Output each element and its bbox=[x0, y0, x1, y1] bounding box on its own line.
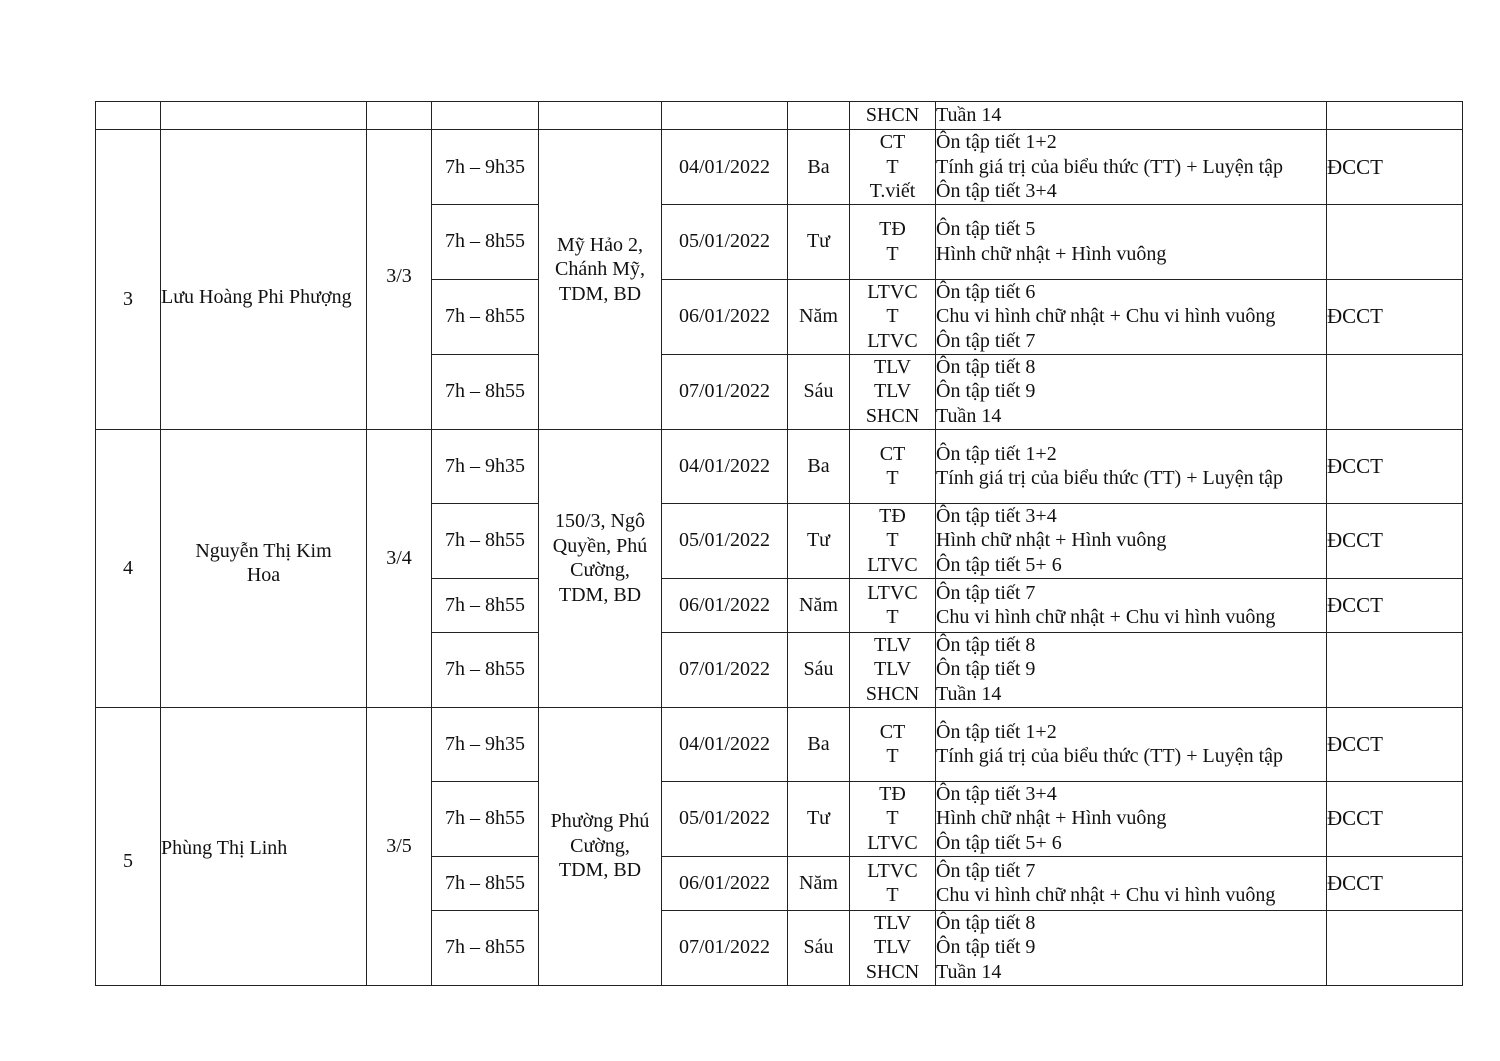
note-cell: ĐCCT bbox=[1327, 707, 1463, 781]
subject-line: SHCN bbox=[865, 960, 920, 983]
content-line: Ôn tập tiết 3+4 bbox=[936, 782, 1057, 805]
subject-line: LTVC bbox=[867, 553, 918, 576]
subject-line: TĐ bbox=[879, 782, 906, 805]
subject-line: T bbox=[886, 884, 899, 906]
subject-line: LTVC bbox=[867, 831, 918, 854]
weekday-cell: Ba bbox=[788, 707, 850, 781]
content-cell bbox=[936, 102, 1327, 130]
content-line: Ôn tập tiết 9 bbox=[936, 936, 1036, 959]
date-cell: 07/01/2022 bbox=[662, 632, 788, 707]
table-row bbox=[96, 102, 1463, 130]
subject-line: TLV bbox=[873, 658, 912, 681]
note-cell: ĐCCT bbox=[1327, 279, 1463, 354]
subject-line: SHCN bbox=[865, 682, 920, 705]
time-cell: 7h – 8h55 bbox=[432, 354, 539, 429]
subject-line: TLV bbox=[873, 380, 912, 403]
content-line: Ôn tập tiết 7 bbox=[936, 581, 1036, 604]
content-line: Ôn tập tiết 7 bbox=[936, 859, 1036, 882]
weekday-cell: Sáu bbox=[788, 354, 850, 429]
time-cell: 7h – 8h55 bbox=[432, 578, 539, 632]
subject-cell bbox=[850, 632, 936, 707]
time-cell: 7h – 8h55 bbox=[432, 279, 539, 354]
time-cell: 7h – 8h55 bbox=[432, 632, 539, 707]
teacher-name-cell bbox=[161, 429, 367, 707]
content-cell bbox=[936, 279, 1327, 354]
content-cell bbox=[936, 632, 1327, 707]
note-cell: ĐCCT bbox=[1327, 856, 1463, 910]
subject-line: CT bbox=[879, 442, 906, 465]
address-cell bbox=[539, 707, 662, 985]
weekday-cell: Tư bbox=[788, 503, 850, 578]
subject-line: LTVC bbox=[867, 581, 918, 604]
table-row bbox=[96, 707, 1463, 781]
subject-line: T bbox=[886, 606, 899, 628]
subject-line: TLV bbox=[873, 355, 912, 378]
content-line: Chu vi hình chữ nhật + Chu vi hình vuông bbox=[936, 305, 1276, 328]
address-cell bbox=[539, 429, 662, 707]
weekday-cell: Sáu bbox=[788, 632, 850, 707]
time-cell: 7h – 8h55 bbox=[432, 781, 539, 856]
content-cell bbox=[936, 429, 1327, 503]
subject-cell bbox=[850, 856, 936, 910]
subject-line: LTVC bbox=[867, 859, 918, 882]
date-cell: 05/01/2022 bbox=[662, 503, 788, 578]
subject-line: TĐ bbox=[879, 218, 906, 240]
subject-cell bbox=[850, 204, 936, 279]
table-row bbox=[96, 429, 1463, 503]
subject-line: TĐ bbox=[879, 504, 906, 527]
content-line: Ôn tập tiết 3+4 bbox=[936, 180, 1057, 202]
content-line: Ôn tập tiết 1+2 bbox=[936, 442, 1057, 465]
weekday-cell bbox=[788, 102, 850, 130]
content-cell bbox=[936, 856, 1327, 910]
content-cell bbox=[936, 910, 1327, 985]
content-line: Ôn tập tiết 3+4 bbox=[936, 504, 1057, 527]
subject-line: T.viết bbox=[869, 180, 916, 202]
date-cell: 05/01/2022 bbox=[662, 204, 788, 279]
teacher-name: Nguyễn Thị Kim Hoa bbox=[195, 539, 332, 586]
content-line: Tính giá trị của biểu thức (TT) + Luyện tập bbox=[936, 745, 1284, 767]
address-cell bbox=[539, 130, 662, 430]
subject-cell bbox=[850, 781, 936, 856]
time-cell bbox=[432, 102, 539, 130]
stt-cell bbox=[96, 102, 161, 130]
name-cell bbox=[161, 102, 367, 130]
content-cell bbox=[936, 781, 1327, 856]
content-line: Ôn tập tiết 5 bbox=[936, 218, 1036, 240]
subject-cell bbox=[850, 910, 936, 985]
content-cell bbox=[936, 503, 1327, 578]
teacher-name-cell bbox=[161, 130, 367, 430]
subject-cell bbox=[850, 429, 936, 503]
subject-cell bbox=[850, 279, 936, 354]
weekday-cell: Tư bbox=[788, 781, 850, 856]
subject-line: TLV bbox=[873, 911, 912, 934]
address-cell bbox=[539, 102, 662, 130]
note-cell: ĐCCT bbox=[1327, 503, 1463, 578]
time-cell: 7h – 8h55 bbox=[432, 204, 539, 279]
subject-cell bbox=[850, 130, 936, 205]
content-cell bbox=[936, 204, 1327, 279]
content-line: Tuần 14 bbox=[936, 404, 1002, 427]
subject-line: T bbox=[886, 529, 899, 552]
content-line: Ôn tập tiết 7 bbox=[936, 329, 1036, 352]
subject-line: LTVC bbox=[867, 329, 918, 352]
content-line: Chu vi hình chữ nhật + Chu vi hình vuông bbox=[936, 606, 1276, 628]
subject-line: CT bbox=[879, 131, 906, 153]
content-line: Ôn tập tiết 8 bbox=[936, 355, 1036, 378]
content-line: Tính giá trị của biểu thức (TT) + Luyện tập bbox=[936, 155, 1284, 178]
time-cell: 7h – 8h55 bbox=[432, 503, 539, 578]
address-text: Phường Phú Cường, TDM, BD bbox=[550, 810, 650, 882]
teacher-name: Phùng Thị Linh bbox=[161, 836, 288, 859]
subject-line: LTVC bbox=[867, 280, 918, 303]
content-line: Hình chữ nhật + Hình vuông bbox=[936, 242, 1167, 265]
note-cell bbox=[1327, 632, 1463, 707]
content-cell bbox=[936, 130, 1327, 205]
weekday-cell: Ba bbox=[788, 429, 850, 503]
date-cell: 05/01/2022 bbox=[662, 781, 788, 856]
stt-cell: 4 bbox=[96, 429, 161, 707]
weekday-cell: Năm bbox=[788, 856, 850, 910]
weekday-cell: Năm bbox=[788, 578, 850, 632]
note-cell bbox=[1327, 102, 1463, 130]
address-text: 150/3, Ngô Quyền, Phú Cường, TDM, BD bbox=[552, 510, 648, 606]
date-cell bbox=[662, 102, 788, 130]
date-cell: 06/01/2022 bbox=[662, 279, 788, 354]
subject-line: T bbox=[886, 745, 899, 767]
content-line: Tuần 14 bbox=[936, 960, 1002, 983]
note-cell: ĐCCT bbox=[1327, 781, 1463, 856]
note-cell: ĐCCT bbox=[1327, 130, 1463, 205]
subject-line: T bbox=[886, 155, 899, 178]
content-line: Ôn tập tiết 9 bbox=[936, 658, 1036, 681]
date-cell: 06/01/2022 bbox=[662, 856, 788, 910]
content-line: Ôn tập tiết 5+ 6 bbox=[936, 831, 1062, 854]
date-cell: 04/01/2022 bbox=[662, 707, 788, 781]
time-cell: 7h – 9h35 bbox=[432, 130, 539, 205]
content-line: Tuần 14 bbox=[936, 682, 1002, 705]
schedule-table bbox=[95, 101, 1463, 986]
time-cell: 7h – 9h35 bbox=[432, 707, 539, 781]
date-cell: 04/01/2022 bbox=[662, 130, 788, 205]
date-cell: 04/01/2022 bbox=[662, 429, 788, 503]
content-cell bbox=[936, 354, 1327, 429]
class-cell: 3/3 bbox=[367, 130, 432, 430]
weekday-cell: Sáu bbox=[788, 910, 850, 985]
content-line: Ôn tập tiết 5+ 6 bbox=[936, 553, 1062, 576]
content-line: Ôn tập tiết 1+2 bbox=[936, 131, 1057, 153]
content-line: Ôn tập tiết 8 bbox=[936, 633, 1036, 656]
table-row bbox=[96, 130, 1463, 205]
content-line: Hình chữ nhật + Hình vuông bbox=[936, 529, 1167, 552]
subject-line: T bbox=[886, 807, 899, 830]
weekday-cell: Năm bbox=[788, 279, 850, 354]
stt-cell: 5 bbox=[96, 707, 161, 985]
subject-cell bbox=[850, 707, 936, 781]
subject-line: CT bbox=[879, 720, 906, 743]
time-cell: 7h – 8h55 bbox=[432, 910, 539, 985]
subject-line: TLV bbox=[873, 936, 912, 959]
content-cell bbox=[936, 578, 1327, 632]
note-cell bbox=[1327, 354, 1463, 429]
note-cell bbox=[1327, 910, 1463, 985]
class-cell bbox=[367, 102, 432, 130]
subject-cell bbox=[850, 578, 936, 632]
time-cell: 7h – 9h35 bbox=[432, 429, 539, 503]
content-line: Ôn tập tiết 8 bbox=[936, 911, 1036, 934]
date-cell: 07/01/2022 bbox=[662, 354, 788, 429]
content-line: Chu vi hình chữ nhật + Chu vi hình vuông bbox=[936, 884, 1276, 906]
address-text: Mỹ Hảo 2, Chánh Mỹ, TDM, BD bbox=[555, 233, 645, 305]
stt-cell: 3 bbox=[96, 130, 161, 430]
teacher-name: Lưu Hoàng Phi Phượng bbox=[161, 286, 352, 308]
content-line: Ôn tập tiết 1+2 bbox=[936, 720, 1057, 743]
note-cell: ĐCCT bbox=[1327, 578, 1463, 632]
class-cell: 3/5 bbox=[367, 707, 432, 985]
content-line: Tuần 14 bbox=[936, 104, 1002, 127]
time-cell: 7h – 8h55 bbox=[432, 856, 539, 910]
content-cell bbox=[936, 707, 1327, 781]
weekday-cell: Ba bbox=[788, 130, 850, 205]
note-cell: ĐCCT bbox=[1327, 429, 1463, 503]
content-line: Hình chữ nhật + Hình vuông bbox=[936, 807, 1167, 830]
subject-line: SHCN bbox=[865, 404, 920, 427]
note-cell bbox=[1327, 204, 1463, 279]
teacher-name-cell bbox=[161, 707, 367, 985]
subject-cell bbox=[850, 503, 936, 578]
subject-line: T bbox=[886, 242, 899, 265]
date-cell: 06/01/2022 bbox=[662, 578, 788, 632]
content-line: Ôn tập tiết 9 bbox=[936, 380, 1036, 403]
subject-line: T bbox=[886, 467, 899, 489]
weekday-cell: Tư bbox=[788, 204, 850, 279]
subject-line: SHCN bbox=[865, 104, 920, 127]
date-cell: 07/01/2022 bbox=[662, 910, 788, 985]
content-line: Ôn tập tiết 6 bbox=[936, 280, 1036, 303]
class-cell: 3/4 bbox=[367, 429, 432, 707]
content-line: Tính giá trị của biểu thức (TT) + Luyện tập bbox=[936, 467, 1284, 489]
subject-line: T bbox=[886, 305, 899, 328]
subject-line: TLV bbox=[873, 633, 912, 656]
subject-cell bbox=[850, 354, 936, 429]
subject-cell bbox=[850, 102, 936, 130]
